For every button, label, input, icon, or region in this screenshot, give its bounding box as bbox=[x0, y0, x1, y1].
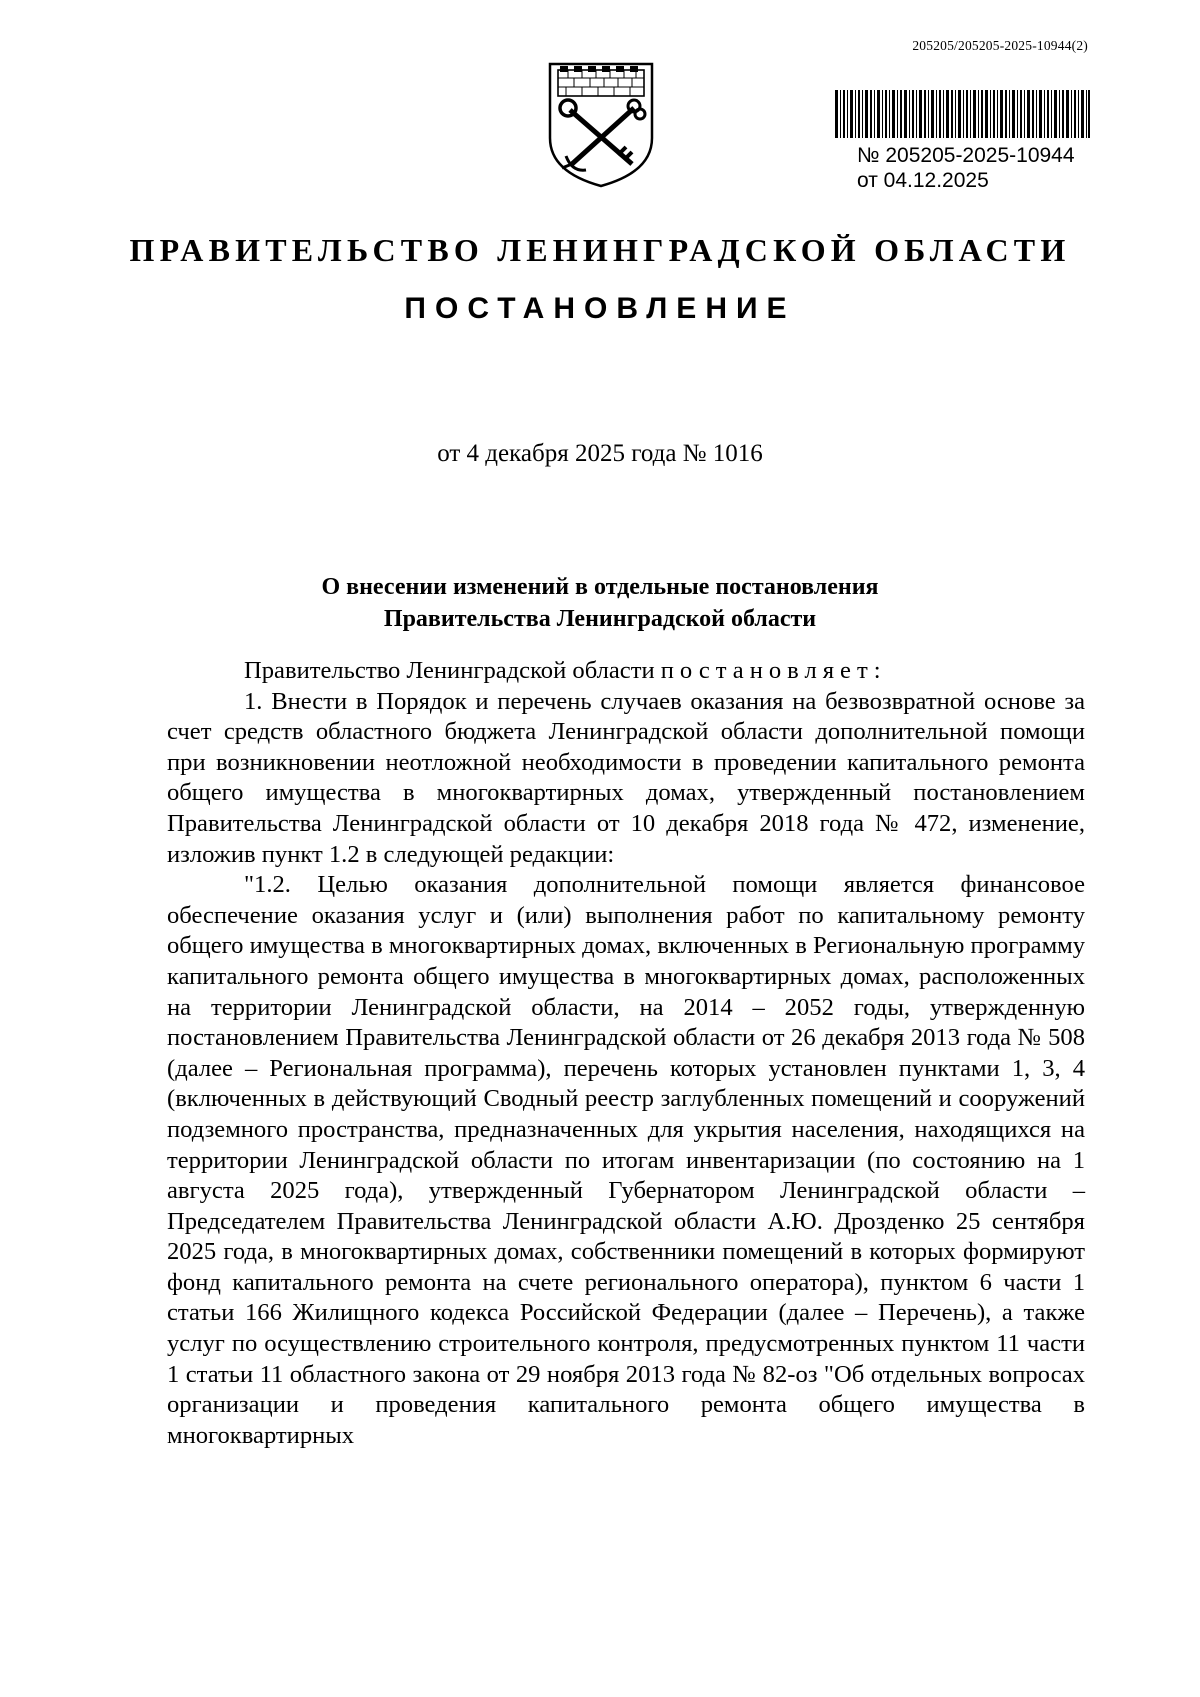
registration-info bbox=[857, 143, 1075, 193]
preamble-text: Правительство Ленинградской области bbox=[244, 657, 661, 684]
registration-number: № 205205-2025-10944 bbox=[857, 144, 1075, 167]
preamble bbox=[167, 656, 1085, 687]
paragraph-1: 1. Внести в Порядок и перечень случаев оказания на безвозвратной основе за счет средств областного бюджета Ленинградской области дополнительной помощи при возникновении неотложной необходимости в проведении капитального ремонта общего имущества в многоквартирных домах, утвержденный постановлением Правительства Ленинградской области от 10 декабря 2018 года № 472, изменение, изложив пункт 1.2 в следующей редакции: bbox=[167, 687, 1085, 868]
document-date-number: от 4 декабря 2025 года № 1016 bbox=[437, 440, 763, 467]
barcode-icon bbox=[835, 90, 1090, 138]
document-reference: 205205/205205-2025-10944(2) bbox=[912, 38, 1088, 53]
document-title bbox=[0, 571, 1200, 635]
title-line-2: Правительства Ленинградской области bbox=[383, 606, 817, 632]
registration-date: от 04.12.2025 bbox=[857, 169, 989, 192]
coat-of-arms-icon bbox=[546, 60, 656, 190]
document-type: ПОСТАНОВЛЕНИЕ bbox=[404, 292, 796, 325]
document-body bbox=[167, 656, 1085, 1451]
issuing-authority: ПРАВИТЕЛЬСТВО ЛЕНИНГРАДСКОЙ ОБЛАСТИ bbox=[129, 232, 1071, 268]
paragraph-1-2: "1.2. Целью оказания дополнительной помощи является финансовое обеспечение оказания услуг и (или) выполнения работ по капитальному ремонту общего имущества в многоквартирных домах, включенных в Региональную программу капитального ремонта общего имущества в многоквартирных домах, расположенных на территории Ленинградской области, на 2014 – 2052 годы, утвержденную постановлением Правительства Ленинградской области от 26 декабря 2013 года № 508 (далее – Региональная программа), перечень которых установлен пунктами 1, 3, 4 (включенных в действующий Сводный реестр заглубленных помещений и сооружений подземного пространства, предназначенных для укрытия населения, находящихся на территории Ленинградской области по итогам инвентаризации (по состоянию на 1 августа 2025 года), утвержденный Губернатором Ленинградской области – Председателем Правительства Ленинградской области А.Ю. Дрозденко 25 сентября 2025 года, в многоквартирных домах, собственники помещений в которых формируют фонд капитального ремонта на счете регионального оператора), пунктом 6 части 1 статьи 166 Жилищного кодекса Российской Федерации (далее – Перечень), а также услуг по осуществлению строительного контроля, предусмотренных пунктом 11 части 1 статьи 11 областного закона от 29 ноября 2013 года № 82-оз "Об отдельных вопросах организации и проведения капитального ремонта общего имущества в многоквартирных bbox=[167, 871, 1086, 1449]
preamble-resolves: постановляет: bbox=[660, 657, 887, 684]
title-line-1: О внесении изменений в отдельные постановления bbox=[321, 574, 879, 600]
